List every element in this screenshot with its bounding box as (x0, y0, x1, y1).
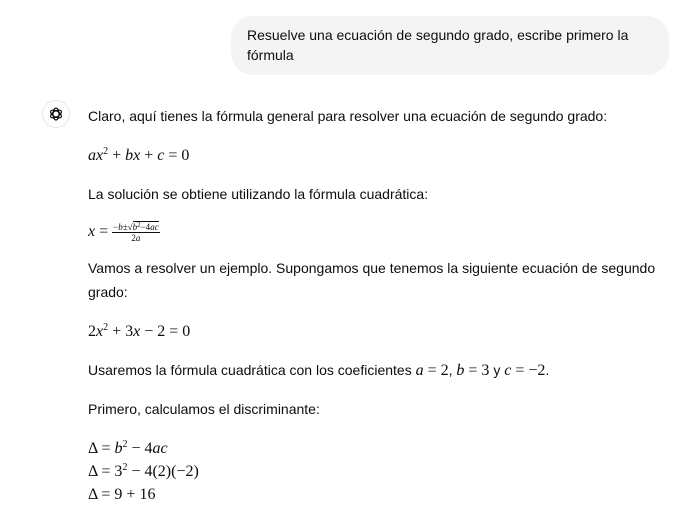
discriminant-step-1: $\Delta = b^2 - 4ac$ (88, 439, 168, 457)
quadratic-formula: x = $\frac{-b\pm√b^2-4ac}{2a}$ (88, 220, 159, 243)
assistant-message (88, 104, 658, 506)
coefficients-text: Usaremos la fórmula cuadrática con los coeficientes a = 2, b = 3 y c = −2. (88, 362, 550, 379)
discriminant-intro-text: Primero, calculamos el discriminante: (88, 401, 320, 417)
formula-fraction: $\frac{-b\pm√b^2-4ac}{2a}$ (113, 220, 159, 243)
discriminant-step-2: $\Delta = 3^2 - 4(2)(-2)$ (88, 462, 199, 480)
user-message-bubble (231, 16, 669, 75)
openai-logo-icon (47, 105, 65, 123)
general-equation: $ax^2$ + bx + c = 0 (88, 146, 190, 164)
example-equation: $2x^2 + 3x - 2 = 0$ (88, 322, 191, 340)
example-intro-text: Vamos a resolver un ejemplo. Supongamos que tenemos la siguiente ecuación de segundo grado: (88, 260, 656, 300)
user-message-text: Resuelve una ecuación de segundo grado, escribe primero la fórmula (247, 27, 629, 63)
discriminant-step-3: Δ = 9 + 16 (88, 486, 156, 503)
solution-intro-text: La solución se obtiene utilizando la fórmula cuadrática: (88, 186, 429, 202)
intro-text: Claro, aquí tienes la fórmula general para resolver una ecuación de segundo grado: (88, 108, 608, 124)
assistant-avatar (42, 100, 70, 128)
discriminant-steps (88, 437, 658, 506)
